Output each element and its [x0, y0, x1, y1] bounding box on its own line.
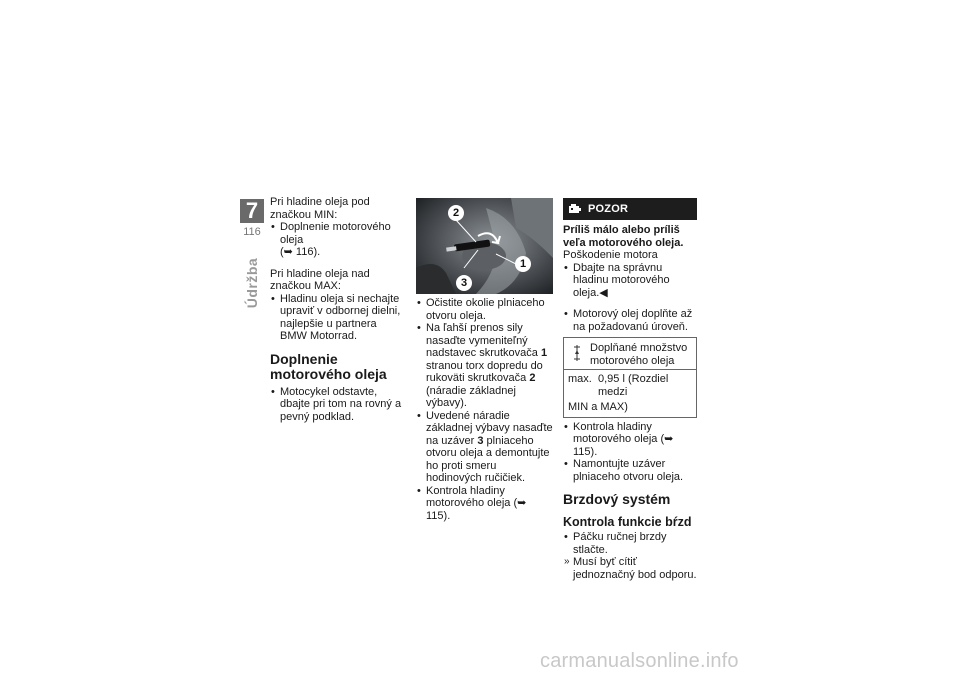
list-warning [563, 262, 697, 334]
spec-value: 0,95 l (Rozdiel medzi [598, 373, 669, 398]
chapter-number: 7 [240, 199, 264, 223]
callout-1: 1 [515, 256, 531, 272]
watermark: carmanualsonline.info [540, 650, 739, 672]
column-3 [563, 196, 697, 581]
list-item: • Motocykel odstavte, dbajte pri tom na rovný a pevný podklad. [270, 386, 405, 424]
step-text: plniaceho otvoru oleja a demontujte ho proti smeru hodinových ručičiek. [426, 434, 550, 484]
step-text: (náradie základnej výbavy). [426, 384, 516, 409]
step-text: stranou torx dopredu do rukoväti skrutkovača [426, 359, 543, 384]
subheading-brake-check: Kontrola funkcie bŕzd [563, 515, 692, 529]
warning-text: Poškodenie motora [563, 249, 658, 261]
list-item [270, 221, 405, 259]
result-item: » Musí byť cítiť jednoznačný bod odporu. [563, 556, 697, 581]
paragraph-below-min: Pri hladine oleja pod značkou MIN: [270, 196, 370, 221]
section-heading-refill-oil: Doplnenie motorového oleja [270, 350, 387, 382]
part-ref-2: 2 [529, 372, 536, 384]
list-after-spec [563, 421, 697, 484]
spec-value-cont: MIN a MAX) [568, 401, 628, 413]
part-ref-1: 1 [540, 347, 548, 359]
oil-filler-photo [416, 198, 553, 294]
list-item: • Očistite okolie plniaceho otvoru oleja. [416, 297, 553, 322]
spec-header [564, 338, 696, 370]
warning-banner [563, 198, 697, 220]
spec-key: max. [568, 373, 592, 385]
callout-2: 2 [448, 205, 464, 221]
step-text: Doplnenie motorového oleja [280, 221, 391, 246]
list-steps [416, 297, 553, 522]
engine-warning-icon [568, 202, 582, 216]
column-2 [416, 196, 553, 522]
list-brake-result [563, 556, 697, 581]
warning-title: Príliš málo alebo príliš veľa motorového oleja. [563, 224, 684, 249]
oil-level-icon [571, 343, 583, 363]
section-heading-brakes: Brzdový systém [563, 491, 671, 507]
list-item: • Páčku ručnej brzdy stlačte. [563, 531, 697, 556]
step-text: Uvedené náradie základnej výbavy nasaďte na uzáver [426, 409, 553, 447]
list-below-min [270, 221, 405, 259]
list-item: • Dbajte na správnu hladinu motorového oleja.◀ [563, 262, 697, 300]
list-item: • Namontujte uzáver plniaceho otvoru oleja. [563, 458, 697, 483]
list-item: • Motorový olej doplňte až na požadovanú úroveň. [563, 308, 697, 333]
callout-3: 3 [456, 275, 472, 291]
chapter-title-text: Údržba [244, 257, 260, 309]
warning-label: POZOR [588, 203, 629, 215]
spec-title: Doplňané množstvo motorového oleja [590, 342, 688, 367]
list-brake-check [563, 531, 697, 556]
part-ref-3: 3 [477, 434, 484, 447]
step-text: Na ľahší prenos sily nasaďte vymeniteľný nadstavec skrutkovača [426, 322, 541, 359]
list-refill-steps [270, 386, 405, 424]
list-item: • Kontrola hladiny motorového oleja (➥ 115). [563, 421, 697, 459]
list-item: • Hladinu oleja si nechajte upraviť v odbornej dielni, najlepšie u partnera BMW Motorrad. [270, 293, 405, 343]
spec-table [563, 337, 697, 418]
list-item [416, 322, 553, 410]
spec-row [564, 370, 696, 401]
oil-filler-illustration [416, 198, 553, 294]
column-1 [270, 196, 405, 423]
list-item [416, 410, 553, 485]
list-item: • Kontrola hladiny motorového oleja (➥ 115). [416, 485, 553, 523]
page-number: 116 [243, 226, 261, 238]
chapter-title [232, 243, 272, 323]
paragraph-above-max: Pri hladine oleja nad značkou MAX: [270, 267, 370, 292]
page-reference-link[interactable]: (➥ 116). [280, 246, 321, 258]
list-above-max [270, 293, 405, 343]
